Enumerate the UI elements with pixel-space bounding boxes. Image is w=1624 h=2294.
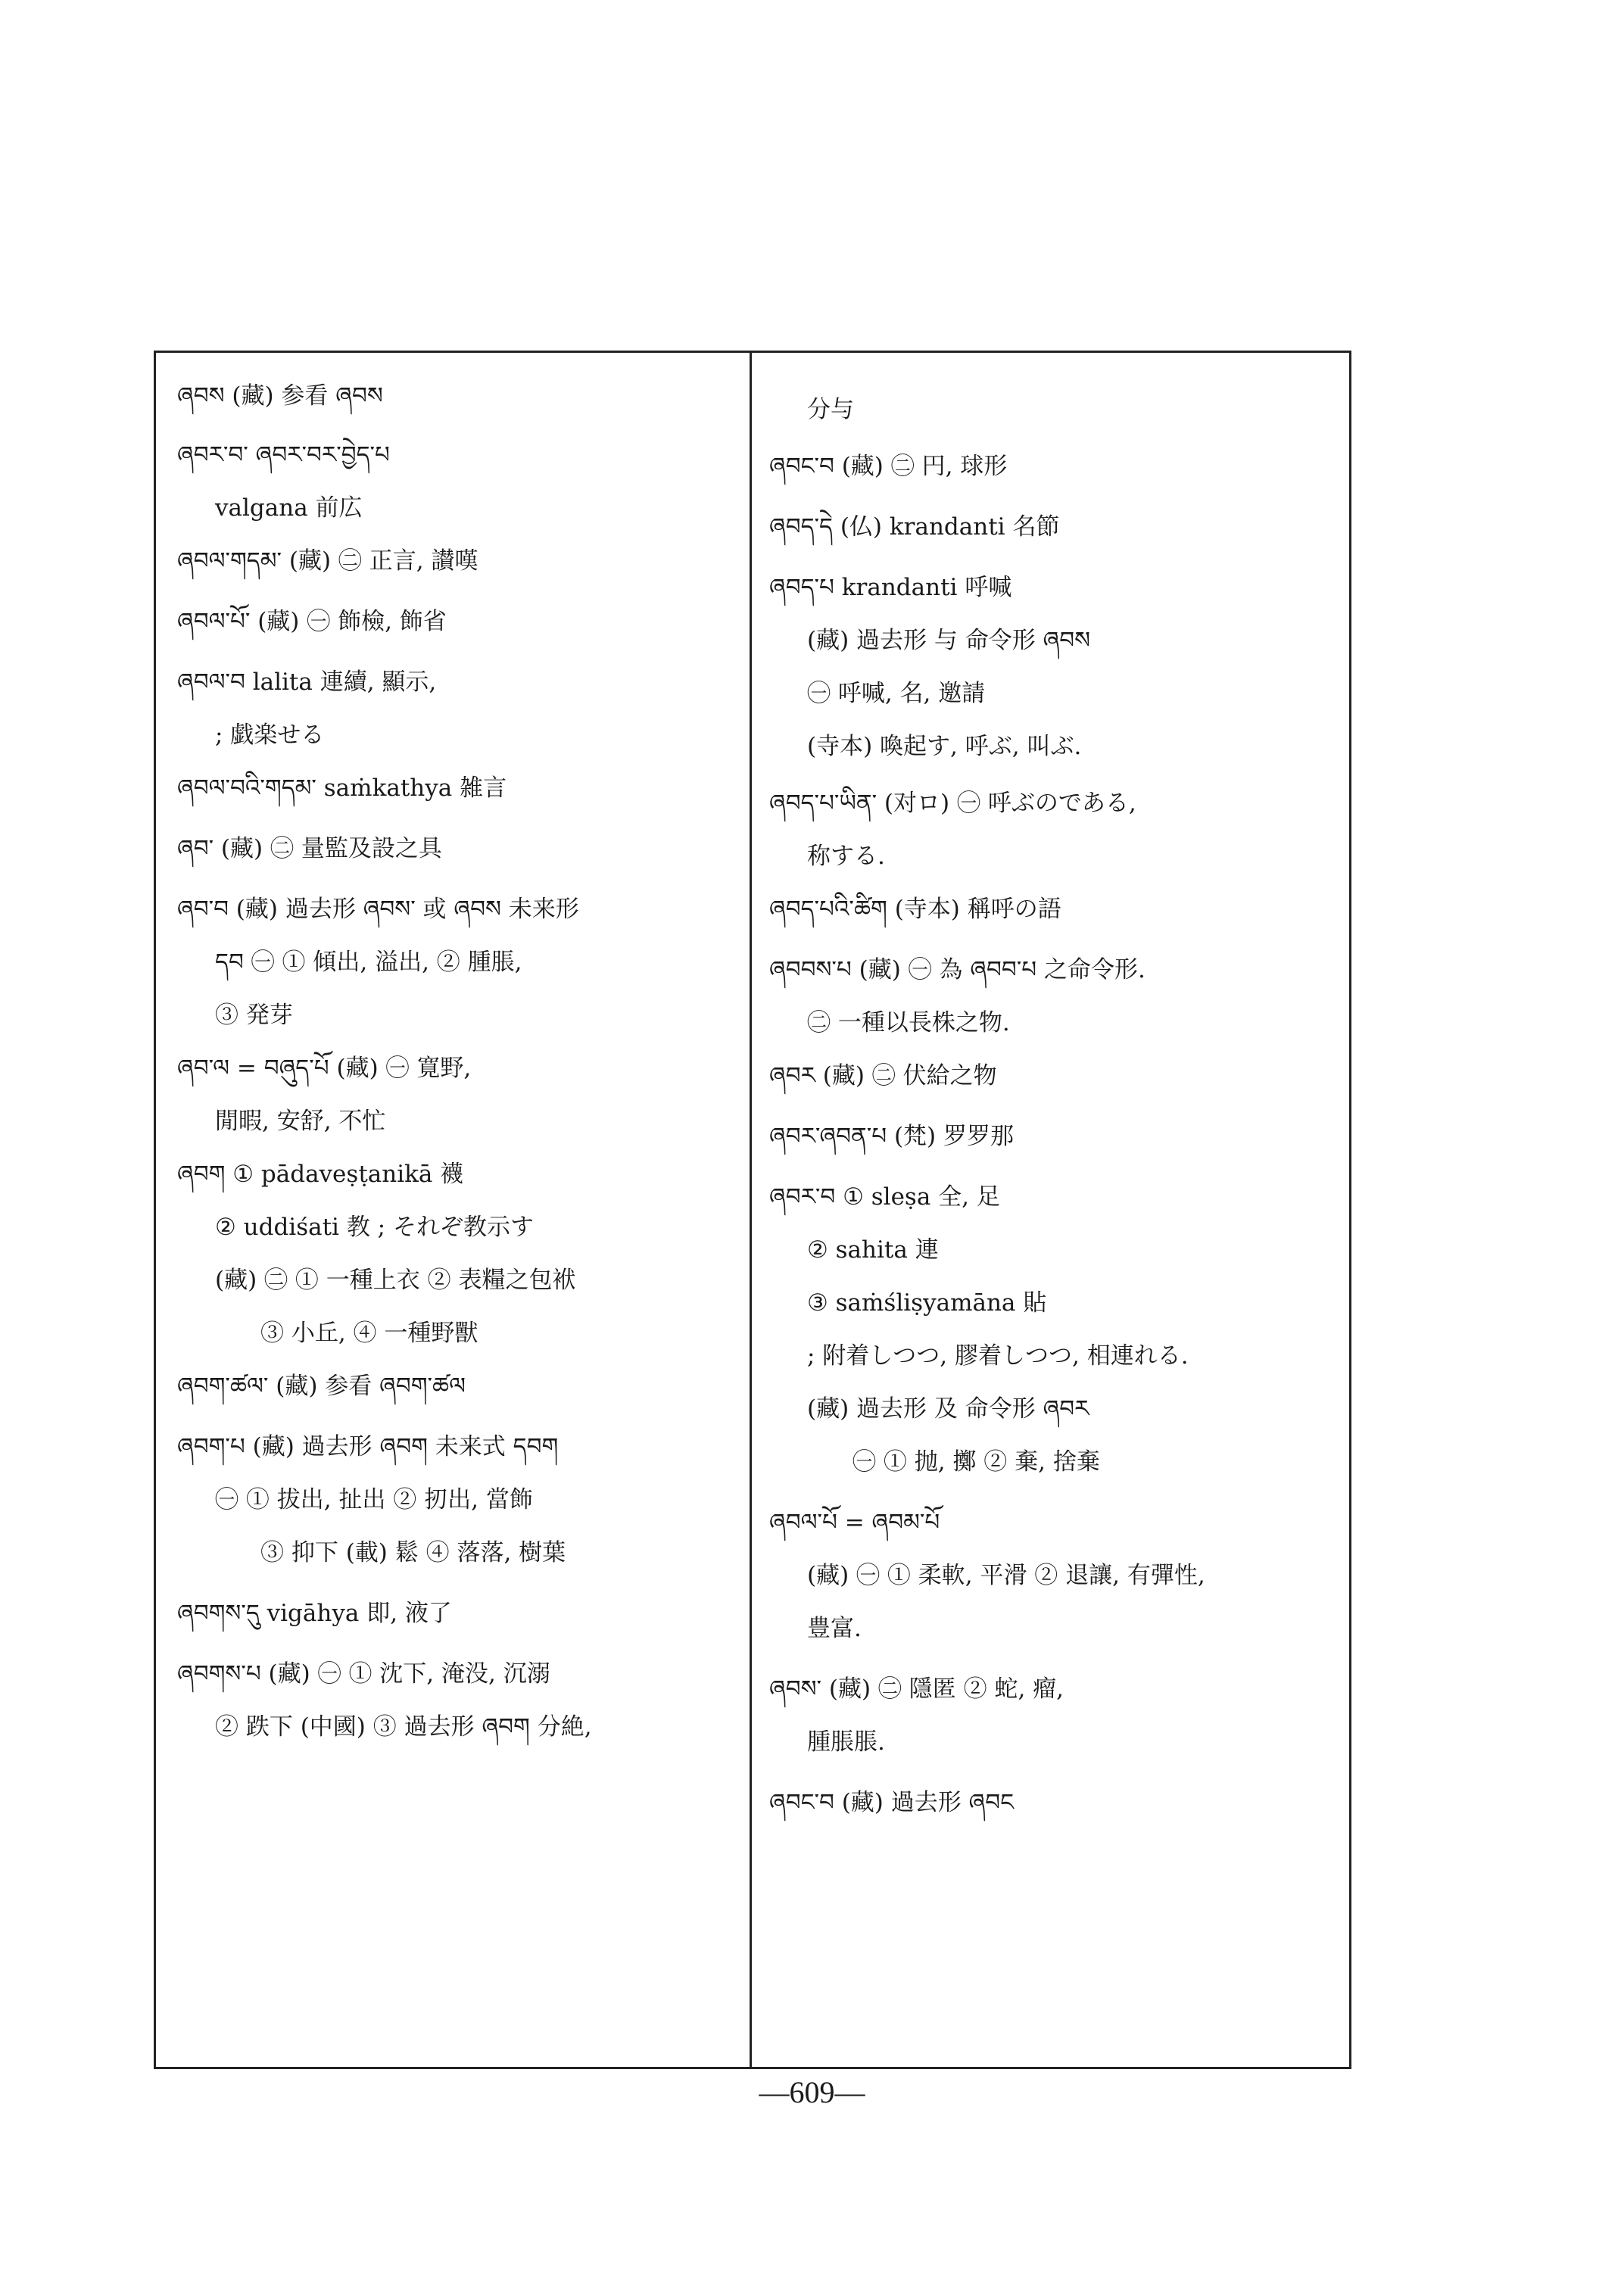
entry-line: ; 附着しつつ, 膠着しつつ, 相連れる. [807,1342,1189,1370]
entry-line: ③ saṁśliṣyamāna 貼 [807,1289,1047,1317]
entry-line: (藏) 過去形 及 命令形 ཞབར [807,1395,1089,1423]
dictionary-frame [154,351,1351,2069]
dictionary-entry [769,383,1337,436]
dictionary-entry [177,822,737,875]
entry-line: 称する. [807,843,885,870]
entry-line: (藏) ㊀ ① 柔軟, 平滑 ② 退讓, 有彈性, [807,1562,1205,1589]
entry-line: ③ 発芽 [215,1002,293,1029]
dictionary-entry [769,883,1337,936]
dictionary-entry [769,1776,1337,1829]
entry-line: ཞབར་བ་ ཞབར་བར་བྱེད་པ [177,441,390,469]
dictionary-entry [769,500,1337,553]
dictionary-entry [177,595,737,648]
entry-line: ㊁ 一種以長株之物. [807,1009,1010,1036]
entry-line: (藏) ㊁ ① 一種上衣 ② 表糧之包袱 [215,1267,576,1294]
dictionary-entry [177,762,737,815]
entry-line: (藏) 過去形 与 命令形 ཞབས [807,627,1091,654]
entry-line: ㊀ ① 拔出, 扯出 ② 扨出, 當飾 [215,1486,533,1513]
entry-line: ཞབས་ (藏) ㊁ 隱匿 ② 蛇, 瘤, [769,1675,1064,1703]
dictionary-entry [177,535,737,588]
entry-line: 豊富. [807,1615,862,1642]
entry-line: ཞབད་པ་ཡིན་ (对ロ) ㊀ 呼ぶのである, [769,790,1136,817]
page-number: —609— [759,2075,865,2109]
entry-line: ཞབ་ལ = བཞུད་པོ (藏) ㊀ 寛野, [177,1055,472,1082]
entry-line: ཞབར་བ ① sleṣa 全, 足 [769,1183,1000,1211]
dictionary-entry [769,777,1337,883]
dictionary-entry [769,1110,1337,1163]
entry-line: ཞབར (藏) ㊁ 伏給之物 [769,1062,997,1089]
entry-line: ཞབགས་པ (藏) ㊀ ① 沈下, 淹没, 沉溺 [177,1660,550,1688]
entry-line: ཞབད་པའི་ཚིག (寺本) 稱呼の語 [769,896,1061,923]
dictionary-entry [769,561,1337,773]
entry-line: ཞབལ་བ lalita 連續, 顯示, [177,669,437,696]
dictionary-entry [177,1587,737,1640]
entry-line: ཞབག ① pādaveṣṭanikā 襪 [177,1161,464,1188]
entry-line: ② uddiśati 教 ; それぞ教示す [215,1214,534,1241]
dictionary-entry [177,1148,737,1360]
dictionary-entry [769,1663,1337,1769]
entry-line: ③ 小丘, ④ 一種野獸 [260,1320,478,1347]
dictionary-entry [769,943,1337,1049]
dictionary-entry [769,1049,1337,1102]
entry-line: (寺本) 喚起す, 呼ぶ, 叫ぶ. [807,733,1082,760]
entry-line: ཞབག་ཚལ་ (藏) 参看 ཞབག་ཚལ [177,1373,466,1400]
dictionary-entry [177,1042,737,1148]
column-divider [750,353,752,2067]
entry-line: ཞབགས་དུ vigāhya 即, 液了 [177,1600,452,1627]
entry-line: ② sahita 連 [807,1236,939,1264]
dictionary-entry [177,883,737,1042]
entry-line: ② 跌下 (中國) ③ 過去形 ཞབག 分絶, [215,1713,592,1741]
dictionary-entry [177,1647,737,1753]
entry-line: ཞབབས་པ (藏) ㊀ 為 ཞབབ་པ 之命令形. [769,956,1146,983]
dictionary-entry [769,440,1337,493]
entry-line: ཞབལ་པོ = ཞབམ་པོ [769,1509,940,1536]
dictionary-entry [177,1420,737,1579]
entry-line: ཞབ་བ (藏) 過去形 ཞབས་ 或 ཞབས 未来形 [177,896,579,923]
entry-line: ཞབད་དེ (仏) krandanti 名節 [769,513,1060,541]
entry-line: 閒暇, 安舒, 不忙 [215,1108,386,1135]
dictionary-entry [177,1360,737,1413]
entry-line: ཞབལ་བའི་གདམ་ saṁkathya 雑言 [177,775,507,802]
entry-line: ཞབང་བ (藏) ㊁ 円, 球形 [769,453,1008,480]
entry-line: ㊀ ① 抛, 擲 ② 棄, 捨棄 [853,1448,1100,1476]
entry-line: ③ 抑下 (載) 鬆 ④ 落落, 樹葉 [260,1539,566,1566]
entry-line: ཞབལ་པོ་ (藏) ㊀ 飾檢, 飾省 [177,608,447,635]
entry-line: ཞབ་ (藏) ㊁ 量監及設之具 [177,835,442,862]
entry-line: 分与 [807,396,854,423]
entry-line: ཞབང་བ (藏) 過去形 ཞབང [769,1789,1015,1816]
dictionary-entry [769,1170,1337,1488]
entry-line: ཞབག་པ (藏) 過去形 ཞབག 未来式 དབག [177,1433,559,1460]
entry-line: ཞབད་པ krandanti 呼喊 [769,574,1012,601]
entry-line: དབ ㊀ ① 傾出, 溢出, ② 腫脹, [215,949,522,976]
entry-line: ཞབལ་གདམ་ (藏) ㊁ 正言, 讃嘆 [177,547,478,575]
dictionary-entry [769,1496,1337,1655]
dictionary-entry [177,429,737,535]
entry-line: ㊀ 呼喊, 名, 邀請 [807,680,986,707]
dictionary-entry [177,656,737,762]
entry-line: ཞབར་ཞབན་པ (梵) 罗罗那 [769,1123,1014,1150]
entry-line: 腫脹脹. [807,1728,885,1756]
dictionary-entry [177,369,737,422]
entry-line: ; 戯楽せる [215,722,325,749]
entry-line: valgana ​前広 [215,494,363,522]
entry-line: ཞབས (藏) 参看 ཞབས [177,382,383,410]
